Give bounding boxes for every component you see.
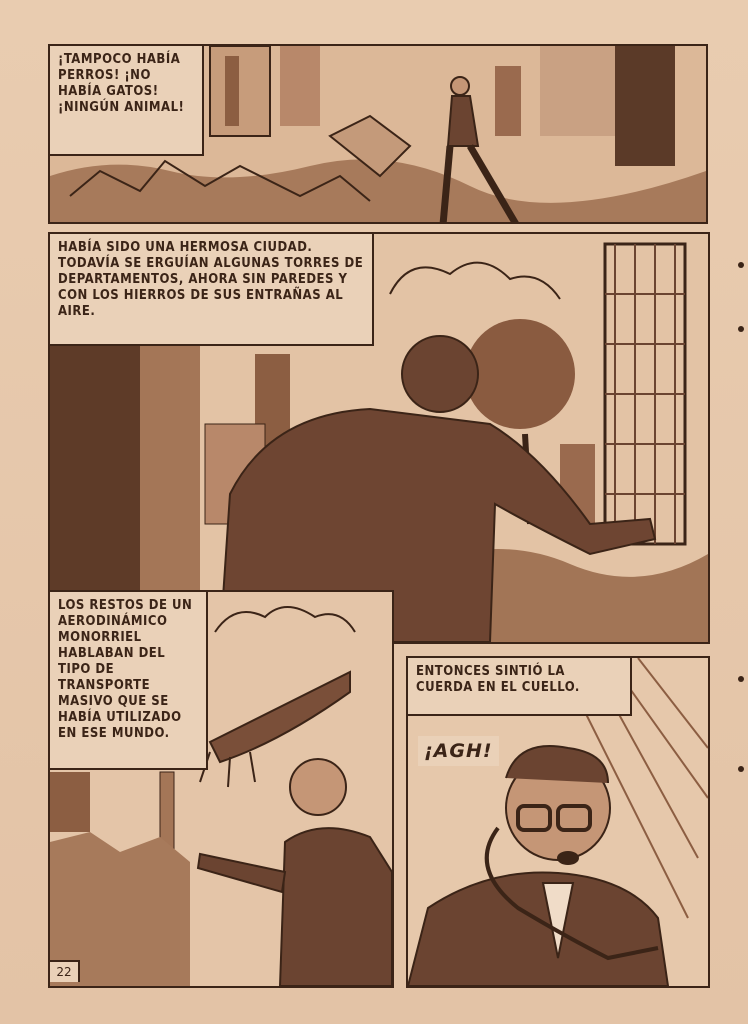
panel-3-caption: LOS RESTOS DE UN AERODINÁMICO MONORRIEL HABLABAN DEL TIPO DE TRANSPORTE MASIVO QUE SE HABÍA UTILIZADO EN ESE MUNDO. xyxy=(48,590,208,770)
agh-speech-balloon: ¡AGH! xyxy=(418,736,499,766)
binding-hole-mark xyxy=(738,262,744,268)
binding-hole-mark xyxy=(738,326,744,332)
panel-4-caption: ENTONCES SINTIÓ LA CUERDA EN EL CUELLO. xyxy=(406,656,632,716)
panel-2-caption: HABÍA SIDO UNA HERMOSA CIUDAD. TODAVÍA SE ERGUÍAN ALGUNAS TORRES DE DEPARTAMENTOS, AHORA SIN PAREDES Y CON LOS HIERROS DE SUS ENTRAÑAS AL AIRE. xyxy=(48,232,374,346)
panel-1-caption: ¡TAMPOCO HABÍA PERROS! ¡NO HABÍA GATOS! ¡NINGÚN ANIMAL! xyxy=(48,44,204,156)
binding-hole-mark xyxy=(738,766,744,772)
binding-hole-mark xyxy=(738,676,744,682)
page-number: 22 xyxy=(50,960,80,982)
